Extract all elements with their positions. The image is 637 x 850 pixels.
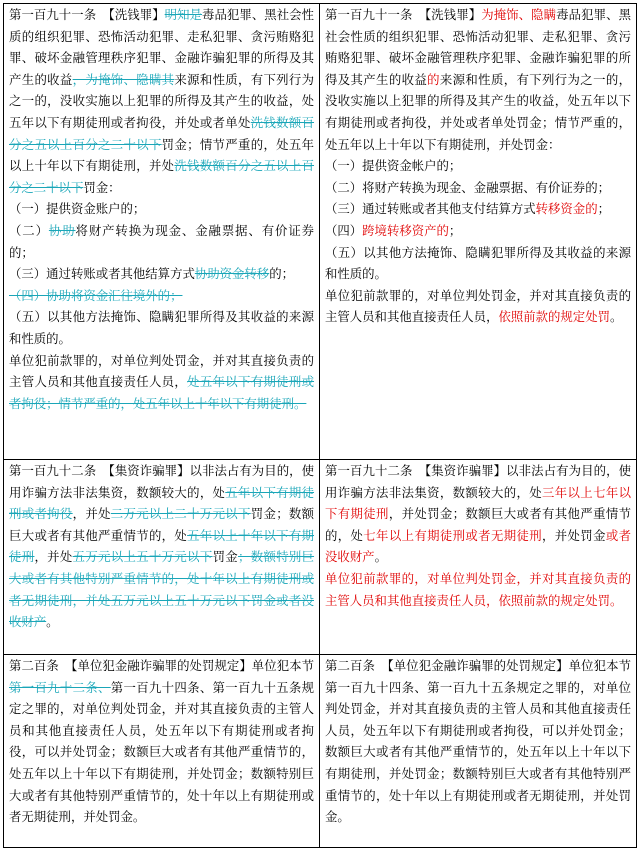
text-segment: （二） <box>9 222 49 238</box>
paragraph <box>9 306 314 349</box>
text-segment: ； <box>597 201 610 217</box>
inserted-text: 单位犯前款罪的，对单位判处罚金，并对其直接负责的主管人员和其他直接责任人员，依照前款的规定处罚。 <box>325 570 631 608</box>
text-segment: 毒品犯罪、黑社会性质的组织犯罪、恐怖活动犯罪、走私犯罪、贪污贿赂犯罪、破坏金融管理秩序犯罪、金融诈骗犯罪的所得及其产生的收益 <box>325 7 632 87</box>
text-segment: 。 <box>374 549 387 565</box>
text-segment: ，并处 <box>34 549 73 565</box>
text-segment: （一）提供资金账户的； <box>9 201 146 217</box>
paragraph <box>325 4 631 155</box>
deleted-text: 明知是 <box>164 7 203 22</box>
paragraph <box>9 4 314 198</box>
deleted-text: 五万元以上五十万元以下 <box>72 549 213 565</box>
text-segment: （二）将财产转换为现金、金融票据、有价证券的； <box>325 179 610 195</box>
text-segment: 第一百九十四条、第一百九十五条规定之罪的，对单位判处罚金，并对其直接负责的主管人员和其他直接责任人员，处五年以下有期徒刑或者拘役，可以并处罚金；数额巨大或者有其他严重情节的，处五年以上十年以下有期徒刑，并处罚金；数额特别巨大或者有其他特别严重情节的，处十年以上有期徒刑或者无期徒刑，并处罚金。 <box>9 679 315 825</box>
inserted-text: 七年以上有期徒刑或者无期徒刑 <box>363 527 543 543</box>
deleted-text: 协助资金转移 <box>194 266 270 282</box>
text-segment: 第二百条 【单位犯金融诈骗罪的处罚规定】单位犯本节 <box>9 658 314 673</box>
paragraph <box>325 568 631 611</box>
text-segment: 第一百九十二条 【集资诈骗罪】以非法占有为目的，使用诈骗方法非法集资，数额较大的，处 <box>9 463 314 500</box>
paragraph <box>9 460 314 633</box>
paragraph <box>325 655 631 828</box>
paragraph <box>9 198 314 220</box>
deleted-text: 洗钱数额百分之五以上百分之二十以下 <box>9 158 315 195</box>
deleted-text: ；数额特别巨大或者有其他特别严重情节的，处十年以上有期徒刑或者无期徒刑，并处五万元以上五十万元以下罚金或者没收财产 <box>9 549 315 630</box>
paragraph <box>325 242 631 285</box>
inserted-text: 依照前款的规定处罚 <box>498 309 610 325</box>
text-segment: ，并处 <box>72 506 111 522</box>
text-segment: 毒品犯罪、黑社会性质的组织犯罪、恐怖活动犯罪、走私犯罪、贪污贿赂犯罪、破坏金融管理秩序犯罪、金融诈骗犯罪的所得及其产生的收益 <box>9 7 315 87</box>
text-segment: （五）以其他方法掩饰、隐瞒犯罪所得及其收益的来源和性质的。 <box>9 309 314 346</box>
table-row-article-191 <box>4 4 637 460</box>
paragraph <box>325 285 631 328</box>
new-text-cell <box>320 460 637 655</box>
paragraph <box>9 655 314 828</box>
deleted-text: 五年以上十年以下有期徒刑 <box>9 527 315 565</box>
paragraph <box>325 220 631 242</box>
new-text-cell <box>320 655 637 848</box>
text-segment: （四） <box>325 222 363 238</box>
paragraph <box>325 460 631 568</box>
inserted-text: 跨境转移资产的 <box>362 222 449 238</box>
paragraph <box>9 285 314 307</box>
text-segment: （三）通过转账或者其他结算方式 <box>9 266 195 282</box>
text-segment: 第一百九十一条 【洗钱罪】 <box>9 7 165 22</box>
text-segment: 第一百九十二条 【集资诈骗罪】以非法占有为目的，使用诈骗方法非法集资，数额较大的，处 <box>325 463 631 500</box>
text-segment: （三）通过转账或者其他支付结算方式 <box>325 201 536 217</box>
deleted-text: 洗钱数额百分之五以上百分之二十以下 <box>9 114 315 152</box>
paragraph <box>325 198 631 220</box>
text-segment: 罚金；情节严重的，处五年以上十年以下有期徒刑，并处 <box>9 136 315 174</box>
paragraph <box>9 350 314 415</box>
text-segment: 单位犯前款罪的，对单位判处罚金，并对其直接负责的主管人员和其他直接责任人员， <box>9 352 314 390</box>
paragraph <box>325 177 631 199</box>
deleted-text: ，为掩饰、隐瞒其 <box>72 71 175 87</box>
text-segment: 单位犯前款罪的，对单位判处罚金，并对其直接负责的主管人员和其他直接责任人员， <box>325 287 631 325</box>
text-segment: 。 <box>609 309 623 325</box>
inserted-text: 为掩饰、隐瞒 <box>481 7 557 22</box>
inserted-text: 或者没收财产 <box>325 527 631 565</box>
text-segment: 第一百九十一条 【洗钱罪】 <box>325 7 482 22</box>
deleted-text: 第一百九十二条、 <box>9 679 111 695</box>
text-segment: 来源和性质，有下列行为之一的，没收实施以上犯罪的所得及其产生的收益，处五年以下有期徒刑或者拘役，并处或者单处 <box>9 71 315 130</box>
inserted-text: 三年以上七年以下有期徒刑 <box>325 484 631 522</box>
new-text-cell <box>320 4 637 460</box>
text-segment: 。 <box>46 614 59 630</box>
text-segment: 将财产转换为现金、金融票据、有价证券的； <box>9 222 315 260</box>
text-segment: （五）以其他方法掩饰、隐瞒犯罪所得及其收益的来源和性质的。 <box>325 244 631 282</box>
table-row-article-192 <box>4 460 637 655</box>
text-segment: ，并处罚金 <box>542 527 606 543</box>
paragraph <box>9 263 314 285</box>
paragraph <box>9 220 314 263</box>
text-segment: 来源和性质，有下列行为之一的，没收实施以上犯罪的所得及其产生的收益，处五年以下有期徒刑或者拘役，并处或者单处罚金；情节严重的，处五年以上十年以下有期徒刑，并处罚金： <box>325 71 631 152</box>
old-text-cell <box>4 4 320 460</box>
law-comparison-table <box>3 3 637 848</box>
table-row-article-200 <box>4 655 637 848</box>
text-segment: ，并处罚金；数额巨大或者有其他严重情节的，处 <box>325 506 631 543</box>
deleted-text: 协助 <box>48 222 76 238</box>
paragraph <box>325 155 631 177</box>
text-segment: 的； <box>269 266 294 282</box>
deleted-text: 二万元以上二十万元以下 <box>110 506 251 522</box>
old-text-cell <box>4 655 320 848</box>
text-segment: ； <box>448 222 462 238</box>
inserted-text: 的 <box>427 71 440 87</box>
deleted-text: 处五年以下有期徒刑或者拘役；情节严重的，处五年以上十年以下有期徒刑。 <box>9 374 315 411</box>
old-text-cell <box>4 460 320 655</box>
deleted-text: 五年以下有期徒刑或者拘役 <box>9 484 315 522</box>
text-segment: 罚金 <box>212 549 239 565</box>
inserted-text: 转移资金的 <box>535 201 598 217</box>
text-segment: 第二百条 【单位犯金融诈骗罪的处罚规定】单位犯本节第一百九十四条、第一百九十五条规定之罪的，对单位判处罚金，并对其直接负责的主管人员和其他直接责任人员，处五年以下有期徒刑或者拘役，可以并处罚金；数额巨大或者有其他严重情节的，处五年以上十年以下有期徒刑，并处罚金；数额特别巨大或者有其他特别严重情节的，处十年以上有期徒刑或者无期徒刑，并处罚金。 <box>325 658 631 825</box>
deleted-text: （四）协助将资金汇往境外的； <box>9 287 183 303</box>
text-segment: 罚金： <box>83 179 121 195</box>
text-segment: （一）提供资金帐户的； <box>325 158 462 174</box>
text-segment: 罚金；数额巨大或者有其他严重情节的，处 <box>9 506 315 543</box>
